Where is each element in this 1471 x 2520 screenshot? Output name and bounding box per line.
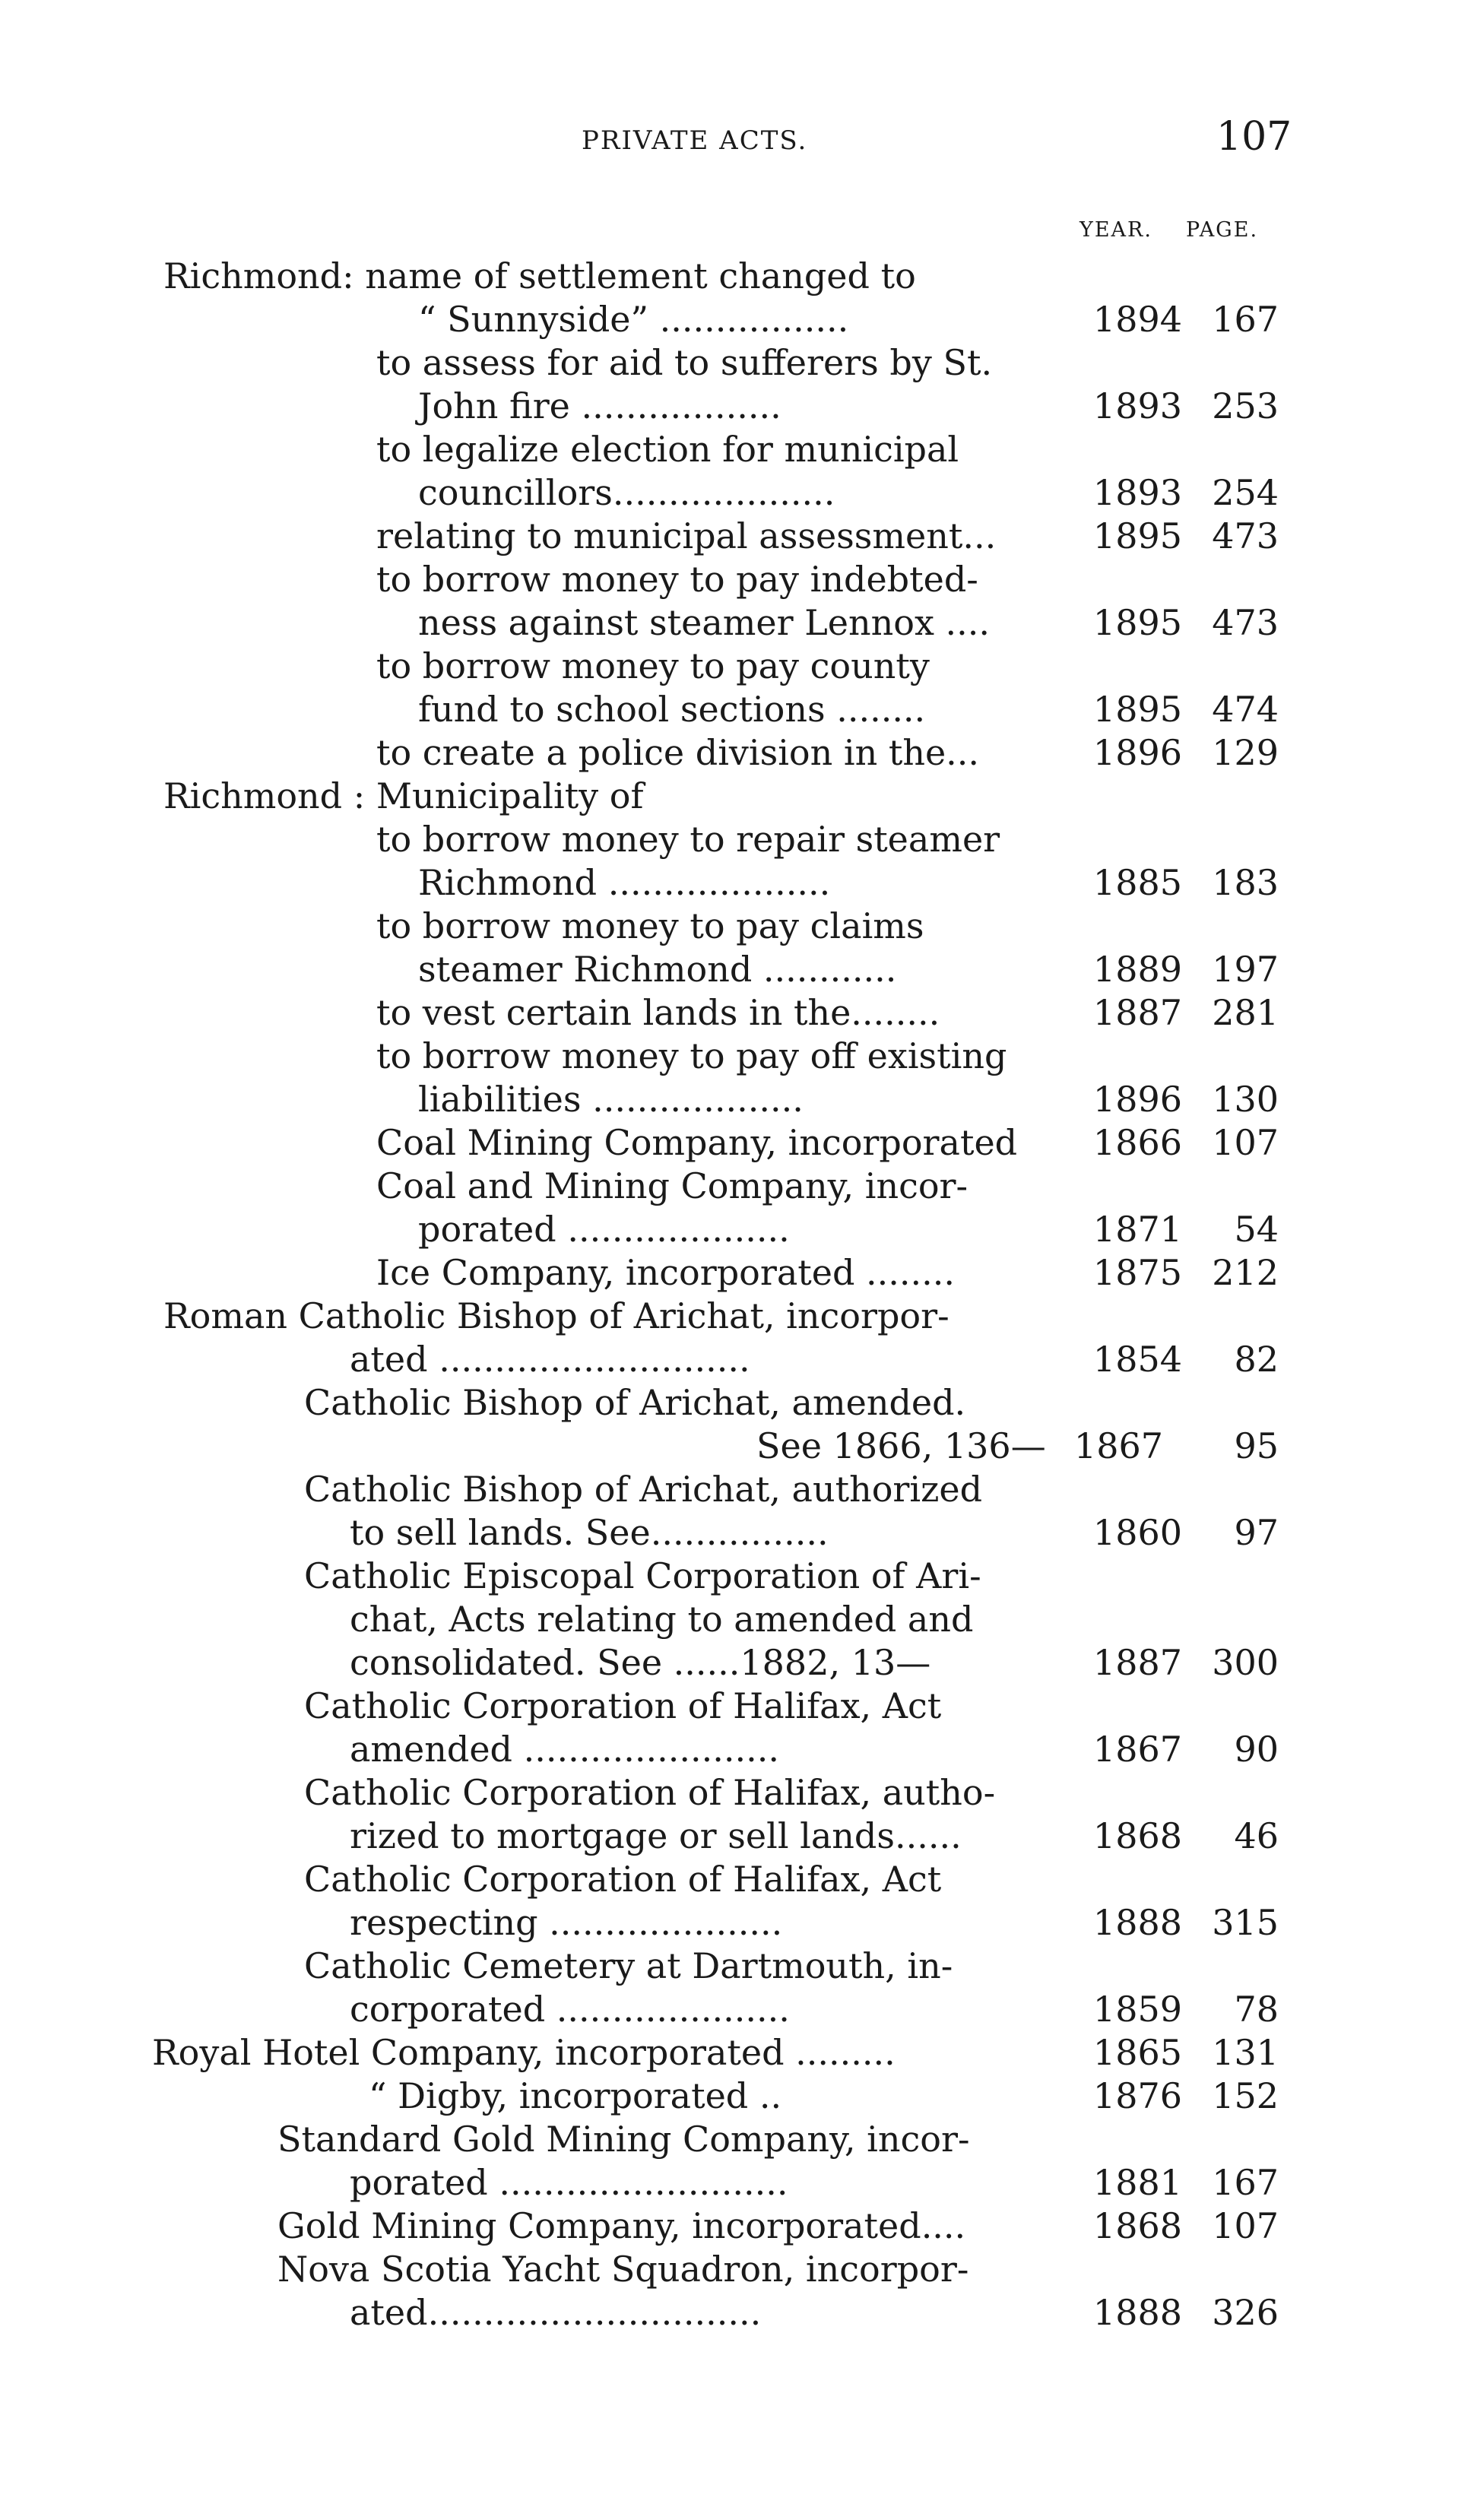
entry-year: 1881 [1092, 2162, 1182, 2203]
entry-page: 90 [1234, 1729, 1279, 1770]
entry-text: Coal and Mining Company, incor- [376, 1165, 969, 1206]
index-row [0, 471, 1471, 515]
entry-text: John fire .................. [418, 385, 781, 426]
entry-text: relating to municipal assessment... [376, 515, 997, 556]
entry-page: 300 [1212, 1642, 1279, 1683]
entry-text: Richmond : Municipality of [163, 775, 644, 816]
entry-page: 82 [1234, 1339, 1279, 1380]
index-row [0, 1425, 1471, 1468]
entry-text: to borrow money to pay county [376, 645, 930, 686]
index-row [0, 1381, 1471, 1425]
index-row [0, 298, 1471, 341]
index-row [0, 515, 1471, 558]
index-row [0, 1468, 1471, 1511]
entry-page: 281 [1212, 992, 1279, 1033]
index-row [0, 1251, 1471, 1295]
entry-text: Catholic Corporation of Halifax, autho- [304, 1772, 996, 1813]
entry-text: rized to mortgage or sell lands...... [350, 1815, 962, 1856]
entry-year: 1893 [1092, 472, 1182, 513]
index-row [0, 1771, 1471, 1815]
entry-year: 1887 [1092, 1642, 1182, 1683]
entry-text: Richmond: name of settlement changed to [163, 255, 916, 296]
index-row [0, 1988, 1471, 2031]
entry-page: 473 [1212, 602, 1279, 643]
index-row [0, 1295, 1471, 1338]
entry-year: 1866 [1092, 1122, 1182, 1163]
entry-text: See 1866, 136— [756, 1425, 1046, 1466]
index-row [0, 1338, 1471, 1381]
entry-page: 473 [1212, 515, 1279, 556]
entry-page: 167 [1212, 299, 1279, 340]
index-row [0, 775, 1471, 818]
entry-text: Gold Mining Company, incorporated.... [277, 2205, 966, 2246]
entry-page: 95 [1234, 1425, 1279, 1466]
index-row [0, 1858, 1471, 1901]
index-row [0, 1728, 1471, 1771]
index-row [0, 385, 1471, 428]
entry-text: chat, Acts relating to amended and [350, 1599, 974, 1640]
entry-page: 107 [1212, 2205, 1279, 2246]
index-entries [0, 255, 1471, 2335]
entry-text: to borrow money to pay claims [376, 905, 924, 946]
entry-year: 1854 [1092, 1339, 1182, 1380]
index-row [0, 1685, 1471, 1728]
index-row [0, 1815, 1471, 1858]
entry-page: 253 [1212, 385, 1279, 426]
index-row [0, 1078, 1471, 1121]
index-row [0, 601, 1471, 645]
entry-text: ness against steamer Lennox .... [418, 602, 990, 643]
entry-year: 1868 [1092, 2205, 1182, 2246]
entry-text: Catholic Bishop of Arichat, amended. [304, 1382, 966, 1423]
entry-text: “ Sunnyside” ................. [418, 299, 849, 340]
entry-page: 183 [1212, 862, 1279, 903]
index-row [0, 731, 1471, 775]
index-row [0, 2291, 1471, 2335]
index-row [0, 948, 1471, 991]
entry-text: “ Digby, incorporated .. [369, 2075, 782, 2116]
index-row [0, 558, 1471, 601]
entry-text: Catholic Episcopal Corporation of Ari- [304, 1555, 981, 1596]
index-row [0, 2031, 1471, 2075]
entry-year: 1896 [1092, 1079, 1182, 1120]
entry-page: 212 [1212, 1252, 1279, 1293]
entry-text: to vest certain lands in the........ [376, 992, 940, 1033]
index-row [0, 1641, 1471, 1685]
index-row [0, 1598, 1471, 1641]
entry-page: 78 [1234, 1989, 1279, 2030]
index-row [0, 645, 1471, 688]
entry-text: Catholic Corporation of Halifax, Act [304, 1859, 942, 1900]
entry-text: porated .......................... [350, 2162, 788, 2203]
entry-text: Ice Company, incorporated ........ [376, 1252, 955, 1293]
index-row [0, 1901, 1471, 1945]
entry-text: fund to school sections ........ [418, 689, 926, 730]
entry-page: 152 [1212, 2075, 1279, 2116]
entry-year: 1885 [1092, 862, 1182, 903]
index-row [0, 2248, 1471, 2291]
entry-page: 107 [1212, 1122, 1279, 1163]
entry-page: 54 [1234, 1209, 1279, 1250]
entry-page: 129 [1212, 732, 1279, 773]
entry-page: 97 [1234, 1512, 1279, 1553]
entry-page: 254 [1212, 472, 1279, 513]
entry-text: to assess for aid to sufferers by St. [376, 342, 993, 383]
entry-text: Roman Catholic Bishop of Arichat, incorpor- [163, 1295, 949, 1336]
entry-year: 1896 [1092, 732, 1182, 773]
entry-text: steamer Richmond ............ [418, 949, 897, 990]
entry-page: 474 [1212, 689, 1279, 730]
entry-year: 1887 [1092, 992, 1182, 1033]
index-row [0, 1121, 1471, 1165]
index-row [0, 861, 1471, 905]
entry-text: Richmond .................... [418, 862, 831, 903]
entry-page: 46 [1234, 1815, 1279, 1856]
entry-page: 197 [1212, 949, 1279, 990]
entry-text: Royal Hotel Company, incorporated ......... [152, 2032, 896, 2073]
page-number: 107 [1216, 114, 1292, 160]
index-row [0, 2205, 1471, 2248]
entry-page: 130 [1212, 1079, 1279, 1120]
entry-year: 1895 [1092, 602, 1182, 643]
index-row [0, 688, 1471, 731]
index-row [0, 341, 1471, 385]
index-row [0, 1208, 1471, 1251]
entry-year: 1871 [1092, 1209, 1182, 1250]
entry-text: to borrow money to repair steamer [376, 819, 1000, 860]
entry-text: ated ............................ [350, 1339, 750, 1380]
entry-text: porated .................... [418, 1209, 790, 1250]
index-row [0, 1035, 1471, 1078]
index-row [0, 1511, 1471, 1555]
index-row [0, 2118, 1471, 2161]
entry-text: liabilities ................... [418, 1079, 804, 1120]
entry-year: 1876 [1092, 2075, 1182, 2116]
year-column-heading: YEAR. [1079, 218, 1152, 242]
entry-year: 1860 [1092, 1512, 1182, 1553]
entry-page: 131 [1212, 2032, 1279, 2073]
entry-year: 1868 [1092, 1815, 1182, 1856]
entry-year: 1895 [1092, 689, 1182, 730]
entry-text: Standard Gold Mining Company, incor- [277, 2119, 970, 2160]
entry-text: to sell lands. See................ [350, 1512, 829, 1553]
index-row [0, 991, 1471, 1035]
index-row [0, 2161, 1471, 2205]
entry-text: Nova Scotia Yacht Squadron, incorpor- [277, 2249, 969, 2290]
entry-text: councillors.................... [418, 472, 835, 513]
entry-text: Catholic Corporation of Halifax, Act [304, 1685, 942, 1726]
entry-text: corporated ..................... [350, 1989, 790, 2030]
page-column-heading: PAGE. [1186, 218, 1259, 242]
entry-year: 1893 [1092, 385, 1182, 426]
entry-year: 1867 [1092, 1729, 1182, 1770]
index-row [0, 818, 1471, 861]
index-row [0, 1165, 1471, 1208]
entry-year: 1865 [1092, 2032, 1182, 2073]
entry-text: Coal Mining Company, incorporated [376, 1122, 1018, 1163]
entry-year: 1888 [1092, 2292, 1182, 2333]
index-row [0, 905, 1471, 948]
entry-year: 1888 [1092, 1902, 1182, 1943]
index-row [0, 2075, 1471, 2118]
entry-text: respecting ..................... [350, 1902, 783, 1943]
index-row [0, 428, 1471, 471]
entry-year: 1889 [1092, 949, 1182, 990]
entry-year: 1894 [1092, 299, 1182, 340]
entry-text: to legalize election for municipal [376, 429, 959, 470]
index-row [0, 1945, 1471, 1988]
entry-text: to borrow money to pay off existing [376, 1035, 1007, 1076]
entry-text: to borrow money to pay indebted- [376, 559, 978, 600]
entry-year: 1875 [1092, 1252, 1182, 1293]
entry-page: 326 [1212, 2292, 1279, 2333]
index-row [0, 255, 1471, 298]
index-row [0, 1555, 1471, 1598]
entry-text: Catholic Cemetery at Dartmouth, in- [304, 1945, 953, 1986]
running-title: PRIVATE ACTS. [582, 125, 808, 156]
entry-text: amended ....................... [350, 1729, 779, 1770]
entry-text: consolidated. See ......1882, 13— [350, 1642, 931, 1683]
entry-year: 1895 [1092, 515, 1182, 556]
entry-text: ated.............................. [350, 2292, 762, 2333]
entry-page: 167 [1212, 2162, 1279, 2203]
entry-year: 1859 [1092, 1989, 1182, 2030]
entry-text: to create a police division in the... [376, 732, 980, 773]
entry-page: 315 [1212, 1902, 1279, 1943]
entry-text: Catholic Bishop of Arichat, authorized [304, 1469, 983, 1510]
entry-year: 1867 [1073, 1425, 1163, 1466]
